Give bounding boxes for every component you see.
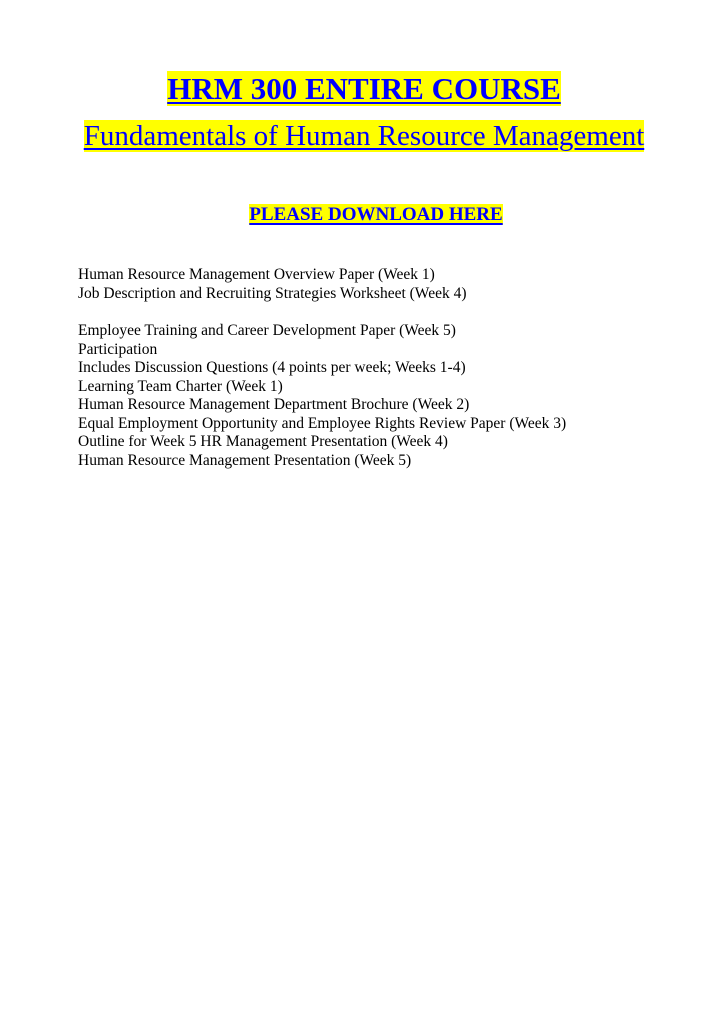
- list-item: Employee Training and Career Development Paper (Week 5): [78, 322, 456, 339]
- list-item: Includes Discussion Questions (4 points per week; Weeks 1-4): [78, 359, 466, 376]
- list-item: Human Resource Management Department Brochure (Week 2): [78, 396, 470, 413]
- list-item: Human Resource Management Presentation (Week 5): [78, 451, 412, 469]
- list-item: Human Resource Management Overview Paper (Week 1): [78, 266, 435, 283]
- download-link[interactable]: [0, 202, 728, 228]
- team-items-list: [78, 322, 566, 470]
- list-item: Outline for Week 5 HR Management Presentation (Week 4): [78, 433, 448, 450]
- course-subtitle-text[interactable]: Fundamentals of Human Resource Management: [83, 120, 645, 152]
- download-link-text[interactable]: PLEASE DOWNLOAD HERE: [249, 204, 503, 225]
- course-title[interactable]: [0, 70, 728, 108]
- list-item: Job Description and Recruiting Strategies Worksheet (Week 4): [78, 284, 467, 302]
- course-subtitle[interactable]: [0, 118, 728, 154]
- list-item: Participation: [78, 340, 158, 358]
- course-title-text[interactable]: HRM 300 ENTIRE COURSE: [167, 71, 561, 106]
- assignment-list: [78, 266, 467, 303]
- list-item: Learning Team Charter (Week 1): [78, 377, 283, 395]
- list-item: Equal Employment Opportunity and Employee Rights Review Paper (Week 3): [78, 414, 567, 432]
